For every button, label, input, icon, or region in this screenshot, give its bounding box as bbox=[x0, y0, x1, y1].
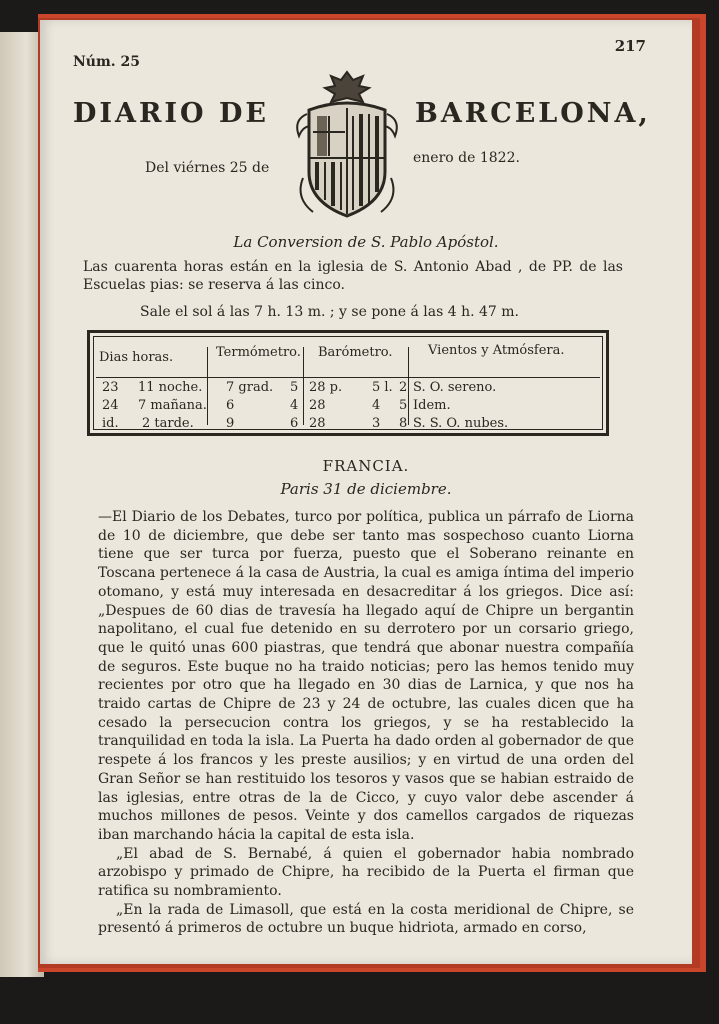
sunrise-sunset: Sale el sol á las 7 h. 13 m. ; y se pone á las 4 h. 47 m. bbox=[140, 304, 519, 320]
date-right: enero de 1822. bbox=[413, 150, 520, 166]
weather-table: Dias horas. Termómetro. Barómetro. Vientos y Atmósfera. 23 11 noche. 7 grad. 5 28 p. 5 l. 2 S. O. sereno. 24 7 mañana. 6 4 28 4 5 Idem. id. 2 tarde. 9 6 28 3 8 S. S. O. nubes. bbox=[87, 330, 609, 436]
masthead-right: BARCELONA, bbox=[415, 98, 651, 129]
paragraph: —El Diario de los Debates, turco por política, publica un párrafo de Liorna de 10 de diciembre, que debe ser tanto mas sospechoso cuanto Liorna tiene que ser turca por fuerza, puesto que el Soberano reinante en Toscana pertenece á la casa de Austria, la cual es amiga íntima del imperio otomano, y está muy interesada en desacreditar á los griegos. Dice así: „Despues de 60 dias de travesía ha llegado aquí de Chipre un bergantin napolitano, el cual fue detenido en su derrotero por un corsario griego, que le quitó unas 600 piastras, que tendrá que abonar nuestra compañía de seguros. Este buque no ha traido noticias; pero las hemos tenido muy recientes por otro que ha llegado en 30 dias de Larnica, y que nos ha traido cartas de Chipre de 23 y 24 de octubre, las cuales dicen que ha cesado la persecucion contra los griegos, y se ha restablecido la tranquilidad en toda la isla. La Puerta ha dado orden al gobernador de que respete á los francos y les preste ausilios; y en virtud de una orden del Gran Señor se han restituido los tesoros y vasos que se habian estraido de las iglesias, entre otras de la de Cicco, y cuyo valor debe ascender á muchos millones de pesos. Veinte y dos camellos cargados de riquezas iban marchando hácia la capital de esta isla. bbox=[98, 509, 634, 843]
barcelona-coat-of-arms-icon bbox=[287, 66, 407, 226]
date-left: Del viérnes 25 de bbox=[145, 160, 270, 176]
header-termometro: Termómetro. bbox=[216, 345, 301, 360]
saint-of-the-day: La Conversion de S. Pablo Apóstol. bbox=[233, 233, 499, 251]
article-body bbox=[98, 508, 634, 938]
forty-hours-notice: Las cuarenta horas están en la iglesia de S. Antonio Abad , de PP. de las Escuelas pias: se reserva á las cinco. bbox=[83, 259, 623, 293]
newspaper-page bbox=[40, 20, 692, 964]
page-number: 217 bbox=[614, 37, 646, 55]
header-dias-horas: Dias horas. bbox=[99, 350, 174, 365]
masthead-left: DIARIO DE bbox=[73, 98, 269, 129]
paragraph: „El abad de S. Bernabé, á quien el gobernador habia nombrado arzobispo y primado de Chipre, ha recibido de la Puerta el firman que ratifica su nombramiento. bbox=[98, 845, 634, 900]
section-heading: FRANCIA. bbox=[322, 457, 410, 475]
header-vientos: Vientos y Atmósfera. bbox=[428, 343, 565, 358]
header-barometro: Barómetro. bbox=[318, 345, 393, 360]
dateline: Paris 31 de diciembre. bbox=[280, 480, 452, 498]
paragraph: „En la rada de Limasoll, que está en la costa meridional de Chipre, se presentó á primeros de octubre un buque hidriota, armado en corso, bbox=[98, 901, 634, 937]
issue-number: Núm. 25 bbox=[73, 54, 141, 70]
